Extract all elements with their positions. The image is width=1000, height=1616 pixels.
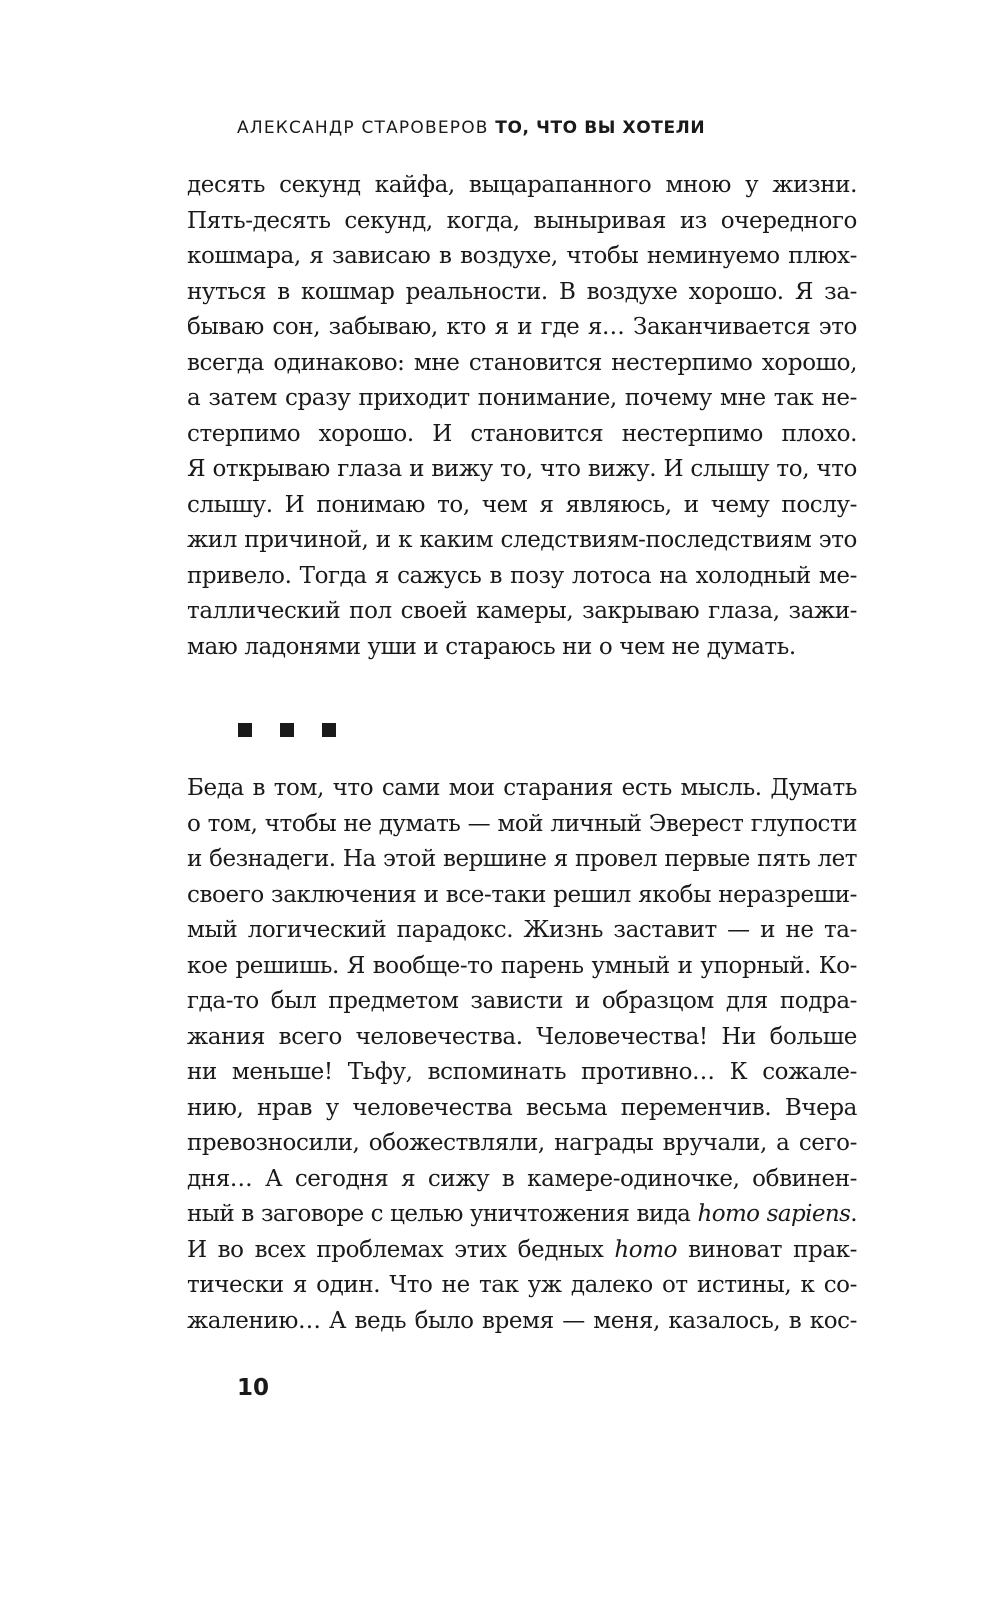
text-line: стерпимо хорошо. И становится нестерпимо плохо. bbox=[187, 420, 857, 447]
text-line: слышу. И понимаю то, чем я являюсь, и чему послу- bbox=[187, 491, 857, 518]
text-line: о том, чтобы не думать — мой личный Эверест глупости bbox=[187, 810, 857, 837]
separator-square-icon bbox=[280, 723, 294, 737]
text-line: нуться в кошмар реальности. В воздухе хорошо. Я за- bbox=[187, 278, 857, 305]
text-segment: ный в заговоре с целью уничтожения вида bbox=[187, 1201, 698, 1227]
text-line: ни меньше! Тьфу, вспоминать противно… К сожале- bbox=[187, 1059, 857, 1085]
text-line: а затем сразу приходит понимание, почему мне так не- bbox=[187, 385, 857, 411]
text-line: превозносили, обожествляли, награды вручали, а сего- bbox=[187, 1130, 857, 1156]
text-line: гда-то был предметом зависти и образцом для подра- bbox=[187, 988, 857, 1014]
text-line: привело. Тогда я сажусь в позу лотоса на холодный ме- bbox=[187, 562, 857, 589]
text-line: жалению… А ведь было время — меня, казалось, в кос- bbox=[187, 1307, 857, 1334]
paragraph-2 bbox=[187, 771, 857, 1339]
text-line: дня… А сегодня я сижу в камере-одиночке, обвинен- bbox=[187, 1165, 857, 1192]
separator-square-icon bbox=[322, 723, 336, 737]
text-line: десять секунд кайфа, выцарапанного мною у жизни. bbox=[187, 172, 857, 198]
text-line: таллический пол своей камеры, закрываю глаза, зажи- bbox=[187, 598, 857, 624]
text-line: Беда в том, что сами мои старания есть мысль. Думать bbox=[187, 775, 857, 801]
paragraph-1 bbox=[187, 168, 857, 665]
text-line-with-italic bbox=[187, 1233, 857, 1269]
text-line: кошмара, я зависаю в воздухе, чтобы неминуемо плюх- bbox=[187, 243, 857, 269]
text-segment: И во всех проблемах этих бедных bbox=[187, 1236, 615, 1263]
text-line: жил причиной, и к каким следствиям-последствиям это bbox=[187, 527, 857, 553]
text-line: мый логический парадокс. Жизнь заставит — и не та- bbox=[187, 917, 857, 943]
running-head bbox=[237, 118, 705, 138]
text-line: нию, нрав у человечества весьма переменчив. Вчера bbox=[187, 1094, 857, 1121]
running-head-title: ТО, ЧТО ВЫ ХОТЕЛИ bbox=[495, 118, 706, 138]
text-line: всегда одинаково: мне становится нестерпимо хорошо, bbox=[187, 349, 857, 376]
text-line-with-italic bbox=[187, 1197, 857, 1233]
section-separator bbox=[238, 723, 336, 737]
text-line: Пять-десять секунд, когда, выныривая из очередного bbox=[187, 207, 857, 234]
text-line: Я открываю глаза и вижу то, что вижу. И слышу то, что bbox=[187, 456, 857, 482]
text-line: своего заключения и все-таки решил якобы неразреши- bbox=[187, 881, 857, 908]
italic-term: homo sapiens bbox=[697, 1201, 851, 1227]
text-segment: . bbox=[850, 1201, 857, 1227]
text-line: и безнадеги. На этой вершине я провел первые пять лет bbox=[187, 846, 857, 872]
text-line: бываю сон, забываю, кто я и где я… Заканчивается это bbox=[187, 314, 857, 340]
text-segment: виноват прак- bbox=[677, 1236, 857, 1263]
italic-term: homo bbox=[614, 1236, 678, 1263]
running-head-author: АЛЕКСАНДР СТАРОВЕРОВ bbox=[237, 118, 489, 138]
text-line: жания всего человечества. Человечества! Ни больше bbox=[187, 1023, 857, 1050]
page-number: 10 bbox=[237, 1375, 270, 1401]
separator-square-icon bbox=[238, 723, 252, 737]
text-line: маю ладонями уши и стараюсь ни о чем не думать. bbox=[187, 633, 796, 660]
text-line: кое решишь. Я вообще-то парень умный и упорный. Ко- bbox=[187, 952, 857, 979]
text-line: тически я один. Что не так уж далеко от истины, к со- bbox=[187, 1272, 857, 1298]
